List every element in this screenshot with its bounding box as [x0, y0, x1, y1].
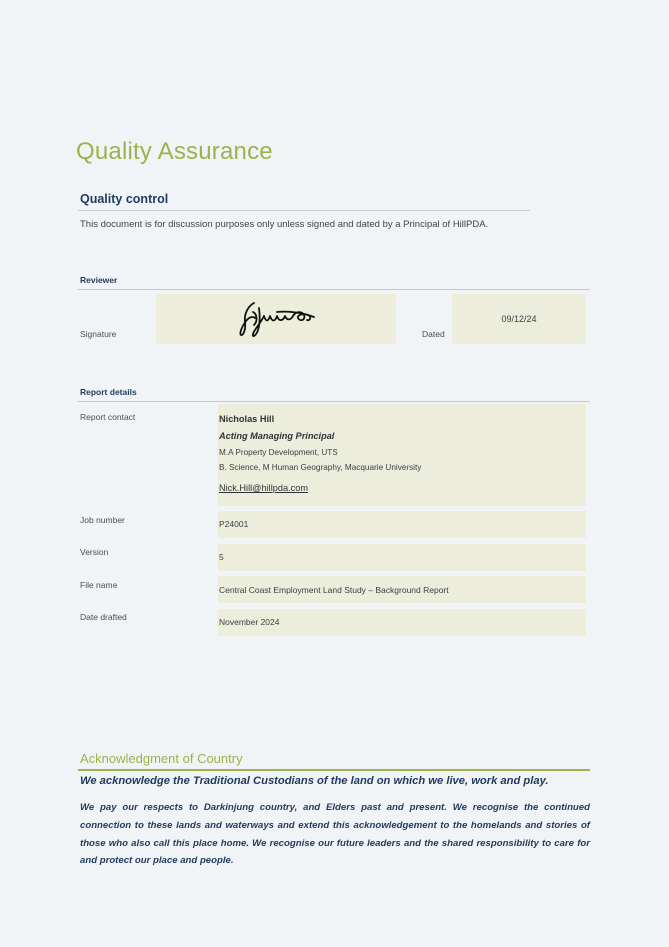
report-contact-label: Report contact [80, 412, 136, 422]
date-drafted-label: Date drafted [80, 612, 127, 622]
contact-email-link[interactable]: Nick.Hill@hillpda.com [219, 483, 308, 493]
signature-label: Signature [80, 329, 117, 339]
quality-control-divider [78, 210, 530, 211]
quality-control-heading: Quality control [80, 192, 169, 206]
file-name-value: Central Coast Employment Land Study – Background Report [219, 585, 449, 595]
acknowledgment-lead: We acknowledge the Traditional Custodians of the land on which we live, work and play. [80, 775, 549, 787]
report-details-heading: Report details [80, 387, 137, 397]
signature-image [156, 294, 396, 344]
job-number-label: Job number [80, 515, 125, 525]
reviewer-divider [78, 289, 590, 290]
report-details-divider [78, 401, 590, 402]
acknowledgment-body: We pay our respects to Darkinjung country, and Elders past and present. We recognise the continued connection to these lands and waterways and extend this acknowledgement to the homelands and stories of those who also call this place home. We recognise our future leaders and the shared responsibility to care for and protect our place and people. [80, 802, 590, 867]
version-label: Version [80, 547, 109, 557]
contact-qualification-2: B. Science, M Human Geography, Macquarie University [219, 463, 422, 472]
quality-control-text: This document is for discussion purposes only unless signed and dated by a Principal of HillPDA. [80, 219, 489, 230]
acknowledgment-title: Acknowledgment of Country [80, 751, 243, 766]
date-drafted-value: November 2024 [219, 617, 280, 627]
reviewer-heading: Reviewer [80, 275, 118, 285]
dated-label: Dated [422, 329, 445, 339]
file-name-label: File name [80, 580, 118, 590]
signature-box [156, 294, 396, 344]
acknowledgment-divider [78, 769, 590, 771]
contact-role: Acting Managing Principal [219, 431, 335, 441]
version-box [218, 544, 586, 571]
contact-qualification-1: M.A Property Development, UTS [219, 448, 338, 457]
version-value: 5 [219, 552, 224, 562]
job-number-value: P24001 [219, 519, 249, 529]
page-title: Quality Assurance [76, 138, 273, 165]
job-number-box [218, 511, 586, 538]
dated-value: 09/12/24 [501, 314, 537, 324]
contact-name: Nicholas Hill [219, 414, 275, 424]
